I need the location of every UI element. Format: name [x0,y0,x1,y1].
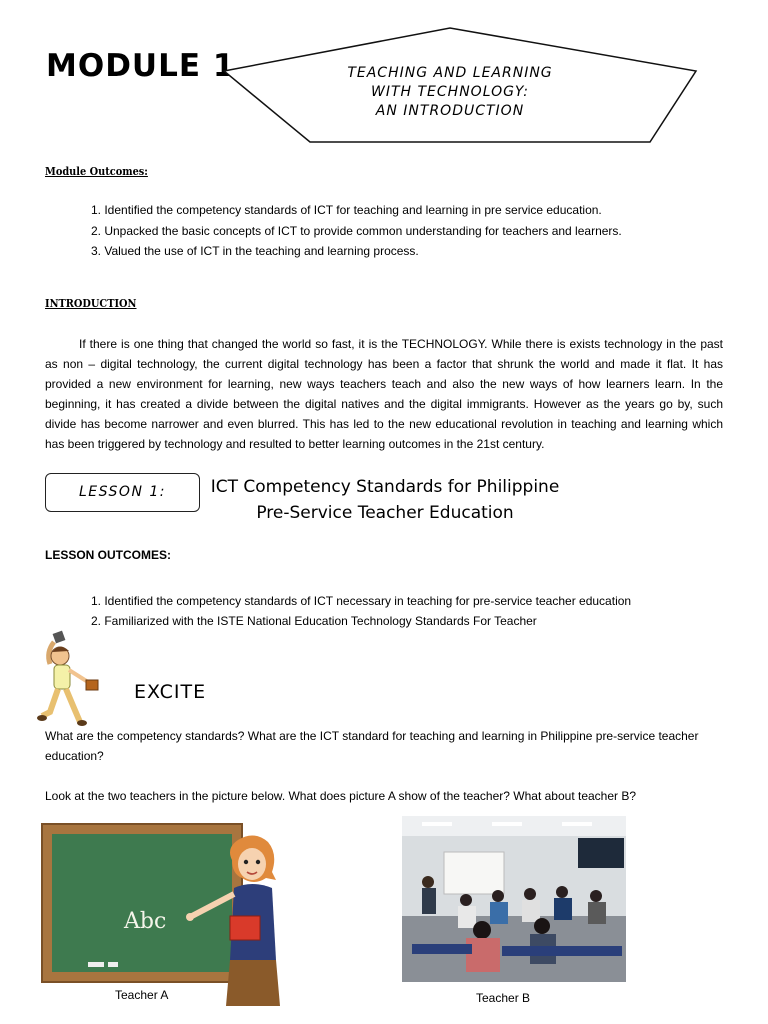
lesson-outcome-item: 2. Familiarized with the ISTE National Education Technology Standards For Teacher [91,614,537,628]
teacher-a-caption: Teacher A [115,988,169,1002]
lesson-title [204,474,566,526]
board-text: Abc [124,909,167,934]
lesson-outcomes-heading: LESSON OUTCOMES: [45,548,172,562]
excite-question: What are the competency standards? What are the ICT standard for teaching and learning in Philippine pre-service teacher education? [45,729,699,763]
introduction-text: If there is one thing that changed the world so fast, it is the TECHNOLOGY. While there is exists technology in the past as non – digital technology, the current digital technology has been a factor that shrunk the world and made it flat. It has provided a new environment for learning, new ways teachers teach and also the new ways of how learners learn. In the beginning, it has created a divide between the digital natives and the digital immigrants. However as the years go by, such divide has become narrower and even blurred. This has led to the new educational revolution in teaching and learning which has been triggered by technology and resulted to better learning outcomes in the 21st century. [45,337,723,451]
excite-heading: EXCITE [134,681,207,703]
lesson-title-line-1: ICT Competency Standards for Philippine [210,477,560,497]
module-outcomes-heading: Module Outcomes: [45,164,148,178]
introduction-paragraph [45,334,723,454]
module-title: MODULE 1 [46,48,236,84]
introduction-heading: INTRODUCTION [45,296,137,310]
lesson-title-line-2: Pre-Service Teacher Education [256,503,514,523]
excite-instruction: Look at the two teachers in the picture below. What does picture A show of the teacher? What about teacher B? [45,789,637,803]
module-banner-title [290,64,610,121]
running-teacher-illustration [36,630,116,728]
module-outcome-item: 1. Identified the competency standards of ICT for teaching and learning in pre service education. [91,203,602,217]
teacher-b-caption: Teacher B [476,991,531,1005]
banner-line-2: WITH TECHNOLOGY: [371,84,529,100]
lesson-outcomes-list [91,591,631,631]
banner-line-1: TEACHING AND LEARNING [347,65,553,81]
module-outcome-item: 3. Valued the use of ICT in the teaching and learning process. [91,244,419,258]
teacher-b-classroom-photo [402,816,626,982]
teacher-a-illustration [40,820,300,1010]
module-outcome-item: 2. Unpacked the basic concepts of ICT to provide common understanding for teachers and learners. [91,223,622,238]
module-outcomes-list [91,200,622,262]
banner-line-3: AN INTRODUCTION [375,103,525,119]
lesson-label: LESSON 1: [79,484,166,500]
lesson-outcome-item: 1. Identified the competency standards of ICT necessary in teaching for pre-service teacher education [91,594,632,608]
